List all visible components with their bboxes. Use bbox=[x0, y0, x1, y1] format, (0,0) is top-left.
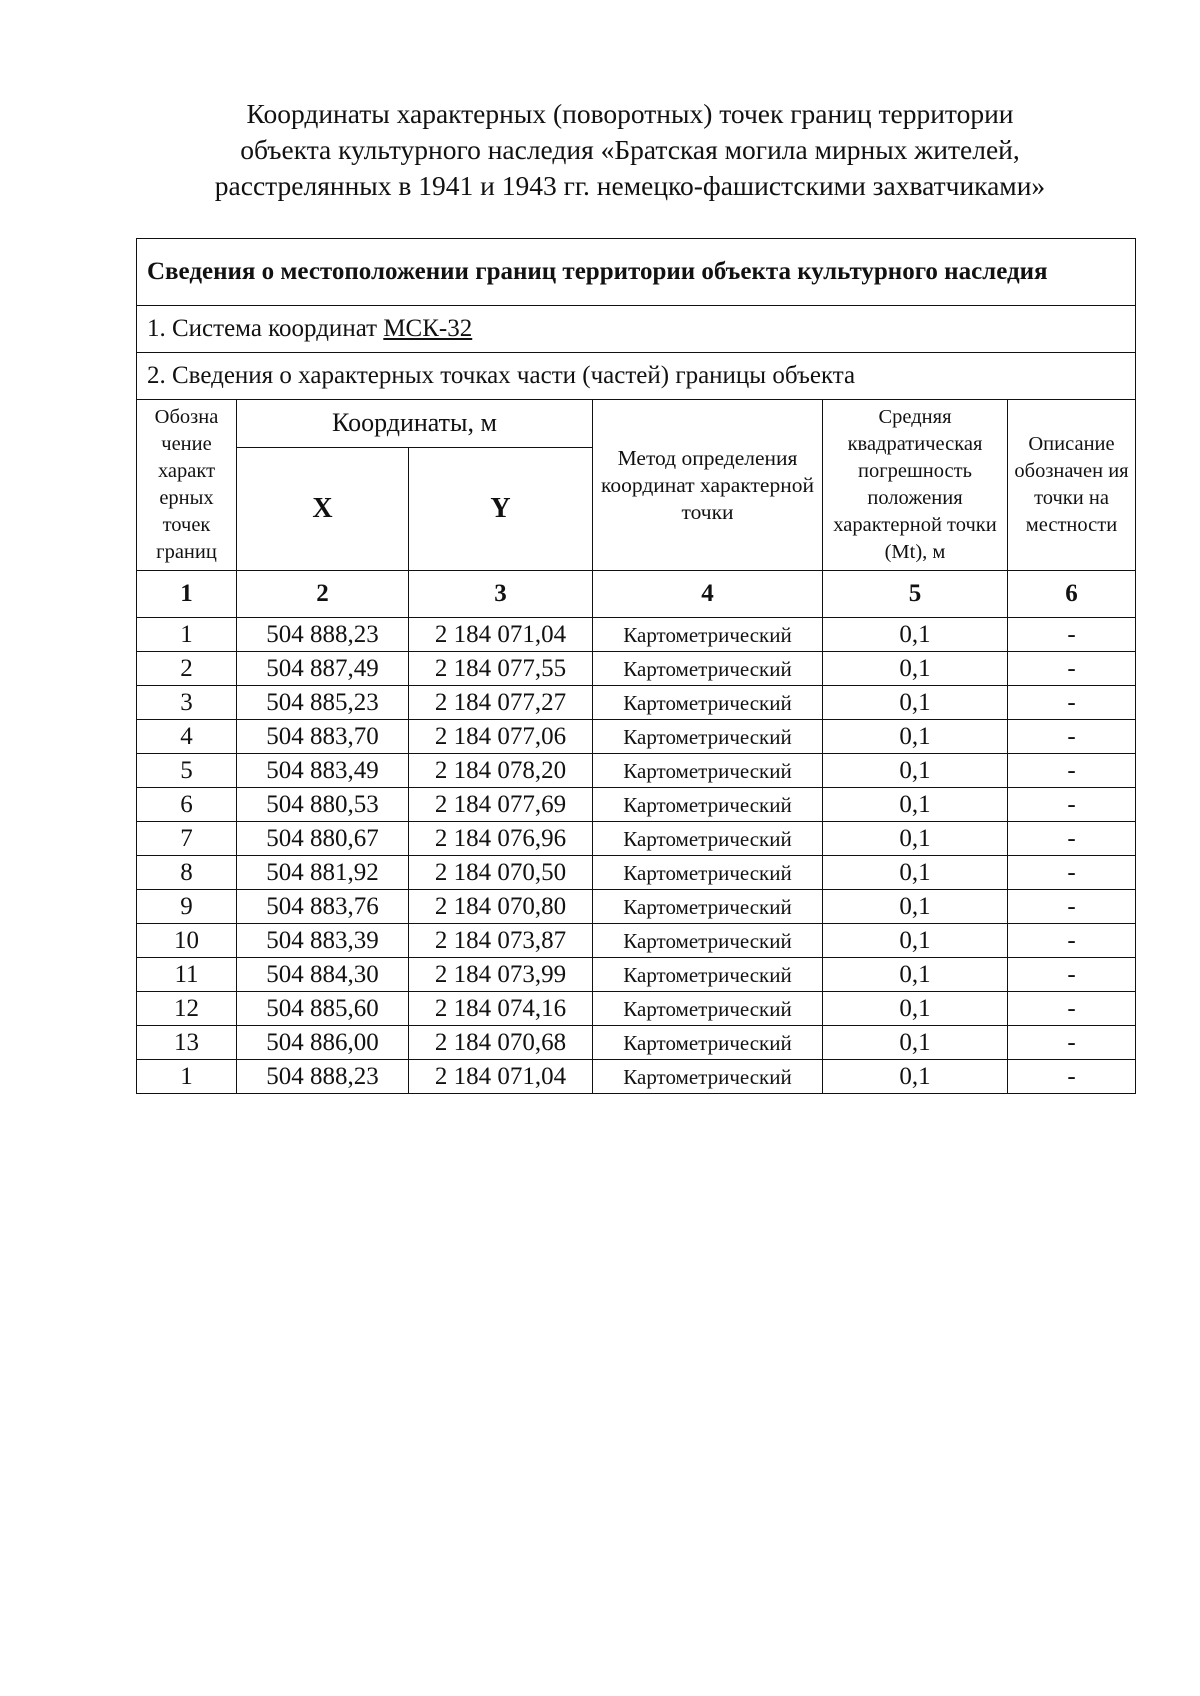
table-row bbox=[137, 686, 1136, 720]
table-row bbox=[137, 1026, 1136, 1060]
mean-error-cell: 0,1 bbox=[823, 822, 1008, 856]
y-coordinate-cell: 2 184 077,69 bbox=[409, 788, 593, 822]
mean-error-cell: 0,1 bbox=[823, 856, 1008, 890]
mean-error-cell: 0,1 bbox=[823, 924, 1008, 958]
table-row bbox=[137, 754, 1136, 788]
y-coordinate-cell: 2 184 077,27 bbox=[409, 686, 593, 720]
y-coordinate-cell: 2 184 071,04 bbox=[409, 1060, 593, 1094]
table-row bbox=[137, 958, 1136, 992]
point-number-cell: 1 bbox=[137, 618, 237, 652]
point-number-cell: 2 bbox=[137, 652, 237, 686]
method-cell: Картометрический bbox=[593, 618, 823, 652]
mean-error-cell: 0,1 bbox=[823, 890, 1008, 924]
column-number: 1 bbox=[137, 571, 237, 618]
y-coordinate-cell: 2 184 070,50 bbox=[409, 856, 593, 890]
point-number-cell: 3 bbox=[137, 686, 237, 720]
table-row bbox=[137, 618, 1136, 652]
mean-error-cell: 0,1 bbox=[823, 618, 1008, 652]
column-number: 6 bbox=[1008, 571, 1136, 618]
description-cell: - bbox=[1008, 856, 1136, 890]
table-row bbox=[137, 1060, 1136, 1094]
header-x: X bbox=[237, 447, 409, 570]
description-cell: - bbox=[1008, 992, 1136, 1026]
mean-error-cell: 0,1 bbox=[823, 652, 1008, 686]
coordinate-system-row bbox=[137, 306, 1136, 353]
method-cell: Картометрический bbox=[593, 788, 823, 822]
x-coordinate-cell: 504 886,00 bbox=[237, 1026, 409, 1060]
x-coordinate-cell: 504 881,92 bbox=[237, 856, 409, 890]
point-number-cell: 8 bbox=[137, 856, 237, 890]
y-coordinate-cell: 2 184 078,20 bbox=[409, 754, 593, 788]
x-coordinate-cell: 504 883,49 bbox=[237, 754, 409, 788]
x-coordinate-cell: 504 885,23 bbox=[237, 686, 409, 720]
document-title bbox=[130, 96, 1130, 204]
method-cell: Картометрический bbox=[593, 958, 823, 992]
point-number-cell: 11 bbox=[137, 958, 237, 992]
point-number-cell: 6 bbox=[137, 788, 237, 822]
table-row bbox=[137, 890, 1136, 924]
method-cell: Картометрический bbox=[593, 1060, 823, 1094]
coordinate-system-label: 1. Система координат bbox=[147, 315, 384, 342]
description-cell: - bbox=[1008, 652, 1136, 686]
x-coordinate-cell: 504 883,70 bbox=[237, 720, 409, 754]
title-line-3: расстрелянных в 1941 и 1943 гг. немецко-фашистскими захватчиками» bbox=[214, 170, 1046, 201]
x-coordinate-cell: 504 888,23 bbox=[237, 618, 409, 652]
header-mean-error: Средняя квадратическая погрешность положения характерной точки (Mt), м bbox=[823, 400, 1008, 571]
column-number: 4 bbox=[593, 571, 823, 618]
x-coordinate-cell: 504 880,67 bbox=[237, 822, 409, 856]
point-number-cell: 7 bbox=[137, 822, 237, 856]
description-cell: - bbox=[1008, 822, 1136, 856]
y-coordinate-cell: 2 184 073,99 bbox=[409, 958, 593, 992]
header-coordinates: Координаты, м bbox=[237, 400, 593, 448]
description-cell: - bbox=[1008, 754, 1136, 788]
table-row bbox=[137, 992, 1136, 1026]
description-cell: - bbox=[1008, 890, 1136, 924]
table-row bbox=[137, 822, 1136, 856]
table-row bbox=[137, 856, 1136, 890]
description-cell: - bbox=[1008, 1060, 1136, 1094]
header-y: Y bbox=[409, 447, 593, 570]
table-head bbox=[137, 239, 1136, 618]
mean-error-cell: 0,1 bbox=[823, 958, 1008, 992]
point-number-cell: 1 bbox=[137, 1060, 237, 1094]
x-coordinate-cell: 504 884,30 bbox=[237, 958, 409, 992]
x-coordinate-cell: 504 885,60 bbox=[237, 992, 409, 1026]
y-coordinate-cell: 2 184 071,04 bbox=[409, 618, 593, 652]
x-coordinate-cell: 504 887,49 bbox=[237, 652, 409, 686]
column-number: 2 bbox=[237, 571, 409, 618]
mean-error-cell: 0,1 bbox=[823, 1026, 1008, 1060]
title-line-2: объекта культурного наследия «Братская могила мирных жителей, bbox=[240, 134, 1020, 165]
header-point-designation: Обозна чение характ ерных точек границ bbox=[137, 400, 237, 571]
table-row bbox=[137, 652, 1136, 686]
description-cell: - bbox=[1008, 618, 1136, 652]
table-row bbox=[137, 720, 1136, 754]
y-coordinate-cell: 2 184 070,68 bbox=[409, 1026, 593, 1060]
x-coordinate-cell: 504 880,53 bbox=[237, 788, 409, 822]
point-number-cell: 12 bbox=[137, 992, 237, 1026]
section-heading: Сведения о местоположении границ территории объекта культурного наследия bbox=[137, 239, 1136, 306]
table-row bbox=[137, 924, 1136, 958]
method-cell: Картометрический bbox=[593, 890, 823, 924]
method-cell: Картометрический bbox=[593, 754, 823, 788]
method-cell: Картометрический bbox=[593, 992, 823, 1026]
y-coordinate-cell: 2 184 076,96 bbox=[409, 822, 593, 856]
point-number-cell: 9 bbox=[137, 890, 237, 924]
title-line-1: Координаты характерных (поворотных) точек границ территории bbox=[246, 98, 1014, 129]
method-cell: Картометрический bbox=[593, 822, 823, 856]
column-number: 3 bbox=[409, 571, 593, 618]
mean-error-cell: 0,1 bbox=[823, 992, 1008, 1026]
y-coordinate-cell: 2 184 070,80 bbox=[409, 890, 593, 924]
table-body bbox=[137, 618, 1136, 1094]
method-cell: Картометрический bbox=[593, 856, 823, 890]
description-cell: - bbox=[1008, 924, 1136, 958]
y-coordinate-cell: 2 184 074,16 bbox=[409, 992, 593, 1026]
table-row bbox=[137, 788, 1136, 822]
mean-error-cell: 0,1 bbox=[823, 1060, 1008, 1094]
boundary-points-table bbox=[136, 238, 1136, 1094]
y-coordinate-cell: 2 184 073,87 bbox=[409, 924, 593, 958]
mean-error-cell: 0,1 bbox=[823, 720, 1008, 754]
column-number-row bbox=[137, 571, 1136, 618]
description-cell: - bbox=[1008, 720, 1136, 754]
points-section-label: 2. Сведения о характерных точках части (частей) границы объекта bbox=[137, 353, 1136, 400]
header-method: Метод определения координат характерной точки bbox=[593, 400, 823, 571]
column-number: 5 bbox=[823, 571, 1008, 618]
mean-error-cell: 0,1 bbox=[823, 686, 1008, 720]
description-cell: - bbox=[1008, 958, 1136, 992]
point-number-cell: 4 bbox=[137, 720, 237, 754]
point-number-cell: 5 bbox=[137, 754, 237, 788]
description-cell: - bbox=[1008, 1026, 1136, 1060]
method-cell: Картометрический bbox=[593, 686, 823, 720]
header-point-description: Описание обозначен ия точки на местности bbox=[1008, 400, 1136, 571]
mean-error-cell: 0,1 bbox=[823, 754, 1008, 788]
x-coordinate-cell: 504 883,76 bbox=[237, 890, 409, 924]
method-cell: Картометрический bbox=[593, 720, 823, 754]
y-coordinate-cell: 2 184 077,55 bbox=[409, 652, 593, 686]
point-number-cell: 10 bbox=[137, 924, 237, 958]
y-coordinate-cell: 2 184 077,06 bbox=[409, 720, 593, 754]
point-number-cell: 13 bbox=[137, 1026, 237, 1060]
x-coordinate-cell: 504 888,23 bbox=[237, 1060, 409, 1094]
coordinate-system-value: МСК-32 bbox=[383, 315, 473, 342]
mean-error-cell: 0,1 bbox=[823, 788, 1008, 822]
description-cell: - bbox=[1008, 686, 1136, 720]
method-cell: Картометрический bbox=[593, 652, 823, 686]
method-cell: Картометрический bbox=[593, 1026, 823, 1060]
description-cell: - bbox=[1008, 788, 1136, 822]
method-cell: Картометрический bbox=[593, 924, 823, 958]
x-coordinate-cell: 504 883,39 bbox=[237, 924, 409, 958]
